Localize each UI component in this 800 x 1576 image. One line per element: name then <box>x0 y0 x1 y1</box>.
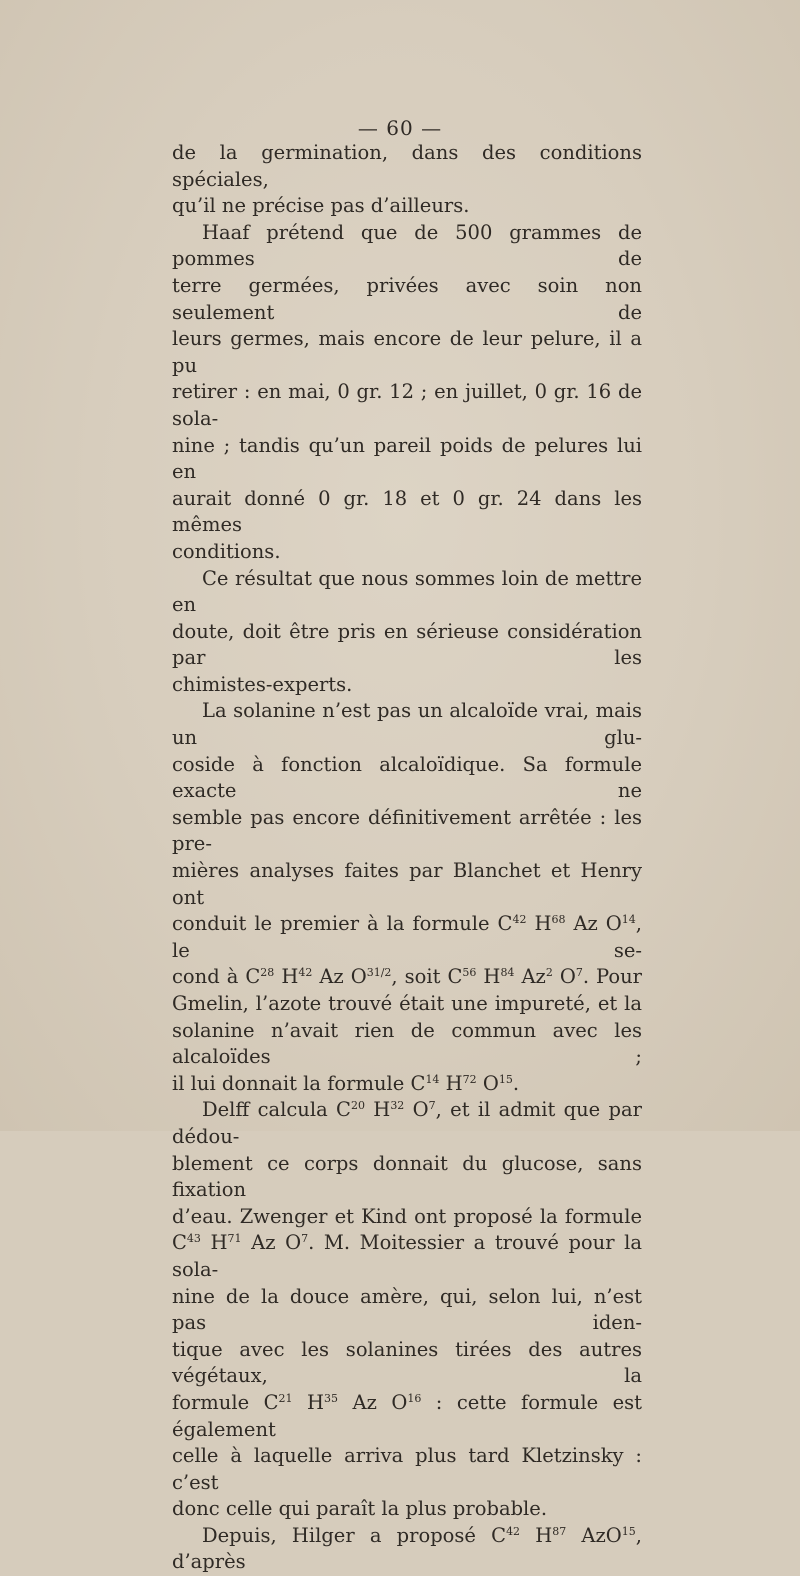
text-line <box>172 1097 642 1150</box>
text-line <box>172 1443 642 1496</box>
superscript: 42 <box>512 913 527 927</box>
text-line <box>172 486 642 539</box>
superscript: 84 <box>500 966 515 980</box>
superscript: 32 <box>390 1099 405 1113</box>
text-run: H <box>439 1071 463 1095</box>
text-run: Az O <box>312 965 367 989</box>
text-run: conduit le premier à la formule C <box>172 912 513 936</box>
text-run: retirer : en mai, 0 gr. 12 ; en juillet, 0 gr. 16 de sola- <box>172 380 642 430</box>
text-run: coside à fonction alcaloïdique. Sa formule exacte ne <box>172 752 642 803</box>
superscript: 42 <box>298 966 313 980</box>
text-line <box>172 619 642 672</box>
text-line <box>172 1018 642 1071</box>
superscript: 21 <box>278 1391 293 1405</box>
text-run: tique avec les solanines tirées des autres végétaux, la <box>172 1337 642 1388</box>
text-line <box>172 1496 642 1523</box>
text-run: H <box>364 1098 391 1122</box>
text-line <box>172 220 642 273</box>
text-run: doute, doit être pris en sérieuse considération par les <box>172 619 642 670</box>
text-line <box>172 1230 642 1283</box>
superscript: 20 <box>350 1099 365 1113</box>
text-run: , le se- <box>172 912 642 962</box>
text-run: . M. Moitessier a trouvé pour la sola- <box>172 1231 642 1281</box>
text-run: celle à laquelle arriva plus tard Kletzinsky : c’est <box>172 1444 642 1494</box>
text-line <box>172 140 642 193</box>
text-run: formule C <box>172 1390 279 1414</box>
superscript: 56 <box>462 966 477 980</box>
text-run: blement ce corps donnait du glucose, sans fixation <box>172 1151 642 1202</box>
superscript: 2 <box>545 966 553 980</box>
text-run: nine de la douce amère, qui, selon lui, n’est pas iden- <box>172 1284 642 1335</box>
text-line <box>172 433 642 486</box>
superscript: 42 <box>506 1524 521 1538</box>
text-run: . Pour <box>582 965 642 989</box>
body-text <box>172 140 642 1576</box>
superscript: 15 <box>498 1072 513 1086</box>
superscript: 15 <box>621 1524 636 1538</box>
text-run: qu’il ne précise pas d’ailleurs. <box>172 194 470 218</box>
text-line <box>172 805 642 858</box>
text-run: H <box>520 1523 553 1547</box>
superscript: 7 <box>301 1232 309 1246</box>
text-line <box>172 1284 642 1337</box>
text-run: . <box>512 1071 520 1095</box>
text-line <box>172 858 642 911</box>
superscript: 68 <box>551 913 566 927</box>
text-run: La solanine n’est pas un alcaloïde vrai, mais un glu- <box>172 699 642 750</box>
text-run: mières analyses faites par Blanchet et Henry ont <box>172 859 642 909</box>
text-run: H <box>274 965 299 989</box>
text-run: Az O <box>241 1231 302 1255</box>
text-run: donc celle qui paraît la plus probable. <box>172 1497 548 1521</box>
text-run: d’eau. Zwenger et Kind ont proposé la formule <box>172 1204 642 1228</box>
text-line <box>172 326 642 379</box>
text-run: C <box>172 1231 187 1255</box>
text-run: Haaf prétend que de 500 grammes de pommes de <box>172 220 642 271</box>
superscript: 16 <box>407 1391 422 1405</box>
text-run: chimistes-experts. <box>172 672 353 696</box>
text-run: : cette formule est également <box>172 1390 642 1441</box>
text-run: Az O <box>565 912 622 936</box>
text-run: solanine n’avait rien de commun avec les alcaloïdes ; <box>172 1018 642 1069</box>
text-run: il lui donnait la formule C <box>172 1071 426 1095</box>
text-line <box>172 1071 642 1098</box>
text-run: Depuis, Hilger a proposé C <box>202 1523 507 1547</box>
text-run: Az <box>514 965 546 989</box>
text-run: O <box>552 965 576 989</box>
text-run: leurs germes, mais encore de leur pelure, il a pu <box>172 327 642 377</box>
text-run: Az O <box>338 1390 408 1414</box>
text-line <box>172 1523 642 1576</box>
text-line <box>172 1204 642 1231</box>
text-line <box>172 698 642 751</box>
text-run: , d’après <box>172 1523 642 1574</box>
superscript: 43 <box>186 1232 201 1246</box>
text-line <box>172 379 642 432</box>
superscript: 72 <box>462 1072 477 1086</box>
text-run: O <box>404 1098 429 1122</box>
superscript: 28 <box>260 966 275 980</box>
text-run: H <box>200 1231 228 1255</box>
superscript: 87 <box>552 1524 567 1538</box>
text-line <box>172 273 642 326</box>
text-line <box>172 1337 642 1390</box>
text-line <box>172 964 642 991</box>
text-run: Gmelin, l’azote trouvé était une impureté, et la <box>172 992 642 1015</box>
text-run: H <box>292 1390 325 1414</box>
text-run: O <box>476 1071 499 1095</box>
page-number: — 60 — <box>357 116 443 140</box>
text-run: terre germées, privées avec soin non seulement de <box>172 273 642 324</box>
superscript: 14 <box>621 913 636 927</box>
text-line <box>172 1390 642 1443</box>
superscript: 35 <box>324 1391 339 1405</box>
superscript: 7 <box>575 966 583 980</box>
text-run: nine ; tandis qu’un pareil poids de pelures lui en <box>172 433 642 484</box>
text-run: aurait donné 0 gr. 18 et 0 gr. 24 dans les mêmes <box>172 486 642 537</box>
text-line <box>172 1151 642 1204</box>
text-run: AzO <box>566 1523 622 1547</box>
text-line <box>172 911 642 964</box>
text-run: cond à C <box>172 965 261 989</box>
text-run: de la germination, dans des conditions spéciales, <box>172 141 642 191</box>
superscript: 14 <box>425 1072 440 1086</box>
text-run: Delff calcula C <box>202 1098 351 1122</box>
text-run: , soit C <box>391 965 463 989</box>
text-run: Ce résultat que nous sommes loin de mettre en <box>172 566 642 617</box>
text-run: H <box>476 965 501 989</box>
superscript: 31/2 <box>366 966 392 980</box>
text-line <box>172 991 642 1018</box>
superscript: 7 <box>428 1099 436 1113</box>
superscript: 71 <box>227 1232 242 1246</box>
text-run: , et il admit que par dédou- <box>172 1098 642 1148</box>
text-line <box>172 752 642 805</box>
text-run: conditions. <box>172 539 281 563</box>
text-run: H <box>526 912 552 936</box>
text-line <box>172 193 642 220</box>
text-line <box>172 672 642 699</box>
text-run: semble pas encore définitivement arrêtée : les pre- <box>172 805 642 856</box>
text-line <box>172 539 642 566</box>
text-line <box>172 566 642 619</box>
